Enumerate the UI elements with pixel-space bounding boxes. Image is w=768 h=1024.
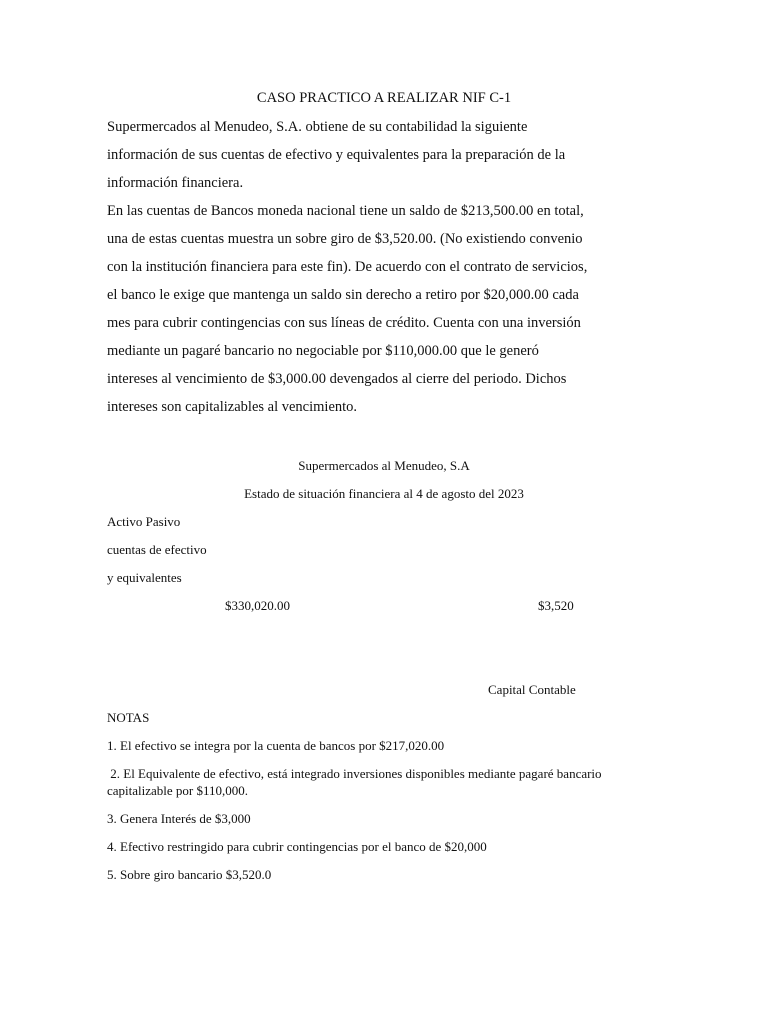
paragraph-line: con la institución financiera para este fin). De acuerdo con el contrato de servicios, (107, 259, 588, 275)
paragraph-line: En las cuentas de Bancos moneda nacional tiene un saldo de $213,500.00 en total, (107, 203, 584, 219)
note-item-3: 3. Genera Interés de $3,000 (107, 811, 251, 826)
notes-heading: NOTAS (107, 710, 150, 725)
paragraph-line: intereses al vencimiento de $3,000.00 devengados al cierre del periodo. Dichos (107, 371, 567, 387)
note-item-4: 4. Efectivo restringido para cubrir contingencias por el banco de $20,000 (107, 839, 487, 854)
pasivo-amount: $3,520 (538, 598, 574, 613)
statement-heading: Estado de situación financiera al 4 de agosto del 2023 (244, 486, 524, 501)
note-item-2-line1: 2. El Equivalente de efectivo, está integrado inversiones disponibles mediante pagaré bancario (107, 766, 602, 781)
note-item-2-line2: capitalizable por $110,000. (107, 783, 249, 798)
paragraph-line: intereses son capitalizables al vencimiento. (107, 399, 358, 415)
paragraph-line: información de sus cuentas de efectivo y equivalentes para la preparación de la (107, 147, 566, 163)
paragraph-line: mediante un pagaré bancario no negociable por $110,000.00 que le generó (107, 343, 539, 359)
account-label-line2: y equivalentes (107, 570, 182, 585)
paragraph-line: información financiera. (107, 175, 244, 191)
paragraph-line: mes para cubrir contingencias con sus líneas de crédito. Cuenta con una inversión (107, 315, 581, 331)
paragraph-line: el banco le exige que mantenga un saldo sin derecho a retiro por $20,000.00 cada (107, 287, 579, 303)
statement-company: Supermercados al Menudeo, S.A (298, 458, 470, 473)
note-item-1: 1. El efectivo se integra por la cuenta de bancos por $217,020.00 (107, 738, 445, 753)
activo-pasivo-label: Activo Pasivo (107, 514, 181, 529)
document-title: CASO PRACTICO A REALIZAR NIF C-1 (256, 90, 512, 106)
paragraph-line: una de estas cuentas muestra un sobre giro de $3,520.00. (No existiendo convenio (107, 231, 583, 247)
note-item-5: 5. Sobre giro bancario $3,520.0 (107, 867, 272, 882)
account-label-line1: cuentas de efectivo (107, 542, 207, 557)
paragraph-line: Supermercados al Menudeo, S.A. obtiene de su contabilidad la siguiente (107, 119, 528, 135)
activo-amount: $330,020.00 (225, 598, 290, 613)
capital-contable-label: Capital Contable (488, 682, 576, 697)
